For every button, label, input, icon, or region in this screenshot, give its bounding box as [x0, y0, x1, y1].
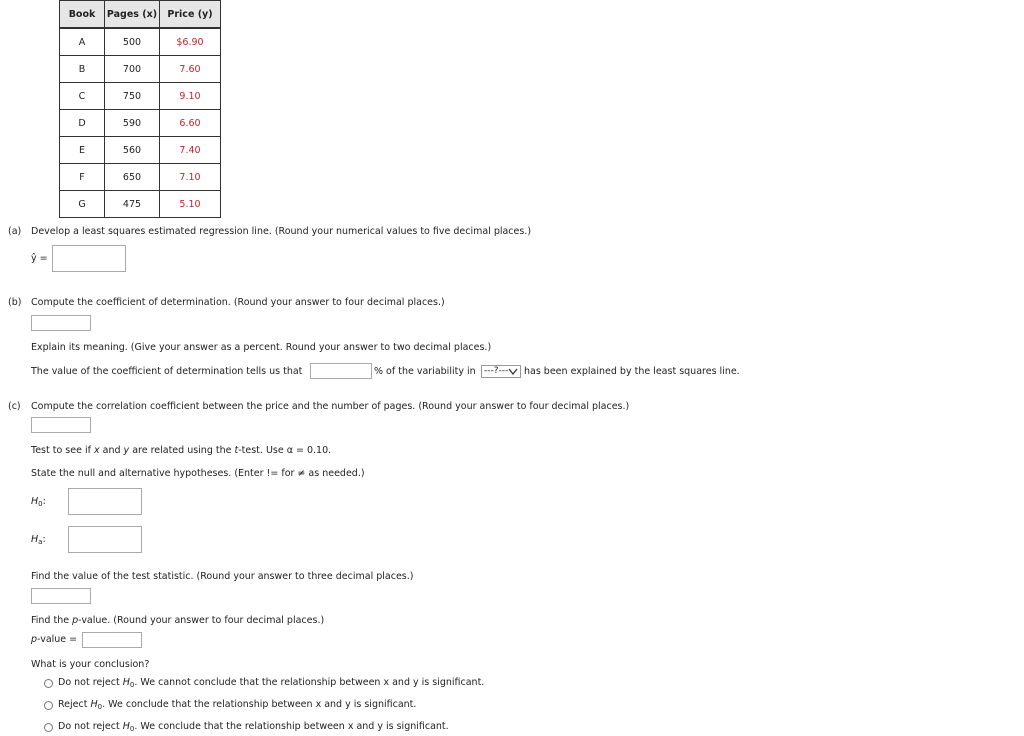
dropdown-value: ---?--- — [484, 366, 509, 376]
option-text: Do not reject — [58, 721, 120, 732]
table-row — [60, 28, 221, 56]
pages-cell: 500 — [105, 28, 160, 56]
table-row — [60, 110, 221, 137]
part-a-label: (a) — [8, 226, 22, 237]
data-table — [59, 0, 221, 218]
p-value-label-text: -value = — [37, 634, 78, 645]
table-row — [60, 56, 221, 83]
p-symbol: p — [72, 615, 79, 626]
h-subscript: 0 — [129, 725, 135, 733]
book-cell: A — [60, 28, 105, 56]
book-cell: G — [60, 191, 105, 218]
option-text: . We conclude that the relationship between x and y is significant. — [134, 721, 449, 732]
pages-cell: 475 — [105, 191, 160, 218]
chevron-down-icon — [508, 367, 518, 380]
book-cell: E — [60, 137, 105, 164]
p-value-input[interactable] — [82, 632, 142, 648]
price-cell: 7.60 — [160, 56, 221, 83]
h-symbol: H — [122, 721, 130, 732]
x-variable: x — [93, 445, 100, 456]
pages-cell: 560 — [105, 137, 160, 164]
h-subscript: 0 — [38, 500, 43, 508]
conclusion-option[interactable] — [58, 677, 484, 689]
table-row — [60, 83, 221, 110]
variability-dropdown[interactable] — [481, 365, 521, 378]
percent-input[interactable] — [310, 363, 372, 379]
null-hypothesis-label: $H_0$: — [31, 496, 46, 508]
p-value-text: Find the — [31, 615, 70, 626]
table-header-row — [60, 1, 221, 29]
book-cell: B — [60, 56, 105, 83]
pages-cell: 590 — [105, 110, 160, 137]
t-test-instruction — [31, 445, 331, 456]
test-statistic-instruction: Find the value of the test statistic. (Round your answer to three decimal places.) — [31, 571, 414, 582]
part-c-question: Compute the correlation coefficient between the price and the number of pages. (Round your answer to four decimal places.) — [31, 401, 630, 412]
y-variable: y — [123, 445, 130, 456]
alternative-hypothesis-input[interactable] — [68, 526, 142, 553]
t-test-text: Test to see if — [31, 445, 91, 456]
h-symbol: H — [31, 496, 39, 507]
p-value-instruction — [31, 615, 324, 626]
price-cell: 7.10 — [160, 164, 221, 191]
p-value-text: -value. (Round your answer to four decimal places.) — [78, 615, 325, 626]
conclusion-option[interactable] — [58, 699, 416, 711]
p-value-label — [31, 634, 77, 645]
option-text: Reject — [58, 699, 88, 710]
correlation-coefficient-input[interactable] — [31, 417, 91, 433]
determination-sentence-end: has been explained by the least squares line. — [524, 366, 740, 377]
determination-sentence-mid: % of the variability in — [374, 366, 476, 377]
pages-cell: 700 — [105, 56, 160, 83]
test-statistic-input[interactable] — [31, 588, 91, 604]
conclusion-option[interactable] — [58, 721, 449, 733]
conclusion-radio[interactable] — [44, 679, 53, 688]
price-cell: $6.90 — [160, 28, 221, 56]
null-hypothesis-input[interactable] — [68, 488, 142, 515]
part-b-question: Compute the coefficient of determination. (Round your answer to four decimal places.) — [31, 297, 445, 308]
column-header-book: Book — [60, 1, 105, 29]
t-test-text: and — [102, 445, 121, 456]
price-cell: 7.40 — [160, 137, 221, 164]
h-symbol: H — [31, 534, 39, 545]
conclusion-question: What is your conclusion? — [31, 659, 150, 670]
option-text: . We cannot conclude that the relationship between x and y is significant. — [134, 677, 485, 688]
hypotheses-instruction: State the null and alternative hypotheses. (Enter != for ≠ as needed.) — [31, 468, 365, 479]
price-cell: 5.10 — [160, 191, 221, 218]
price-cell: 9.10 — [160, 83, 221, 110]
table-row — [60, 164, 221, 191]
book-cell: D — [60, 110, 105, 137]
h-symbol: H — [122, 677, 130, 688]
h-subscript: 0 — [97, 703, 103, 711]
column-header-pages: Pages (x) — [105, 1, 160, 29]
table-row — [60, 137, 221, 164]
option-text: . We conclude that the relationship between x and y is significant. — [102, 699, 417, 710]
h-subscript: a — [38, 538, 43, 546]
part-c-label: (c) — [8, 401, 21, 412]
coefficient-of-determination-input[interactable] — [31, 315, 91, 331]
table-row — [60, 191, 221, 218]
t-variable: t — [234, 445, 239, 456]
alternative-hypothesis-label: $H_a$: — [31, 534, 46, 546]
h-subscript: 0 — [129, 681, 135, 689]
part-b-label: (b) — [8, 297, 22, 308]
h-symbol: H — [90, 699, 98, 710]
conclusion-radio[interactable] — [44, 723, 53, 732]
explain-instruction: Explain its meaning. (Give your answer as a percent. Round your answer to two decimal places.) — [31, 342, 492, 353]
book-cell: F — [60, 164, 105, 191]
price-cell: 6.60 — [160, 110, 221, 137]
t-test-text: -test. Use α = 0.10. — [238, 445, 332, 456]
part-a-question: Develop a least squares estimated regression line. (Round your numerical values to five decimal places.) — [31, 226, 532, 237]
book-cell: C — [60, 83, 105, 110]
t-test-text: are related using the — [132, 445, 232, 456]
column-header-price: Price (y) — [160, 1, 221, 29]
determination-sentence-start: The value of the coefficient of determination tells us that — [31, 366, 303, 377]
yhat-label: ŷ = — [31, 253, 48, 264]
conclusion-radio[interactable] — [44, 701, 53, 710]
pages-cell: 750 — [105, 83, 160, 110]
p-symbol: p — [31, 634, 38, 645]
pages-cell: 650 — [105, 164, 160, 191]
option-text: Do not reject — [58, 677, 120, 688]
regression-line-input[interactable] — [52, 245, 126, 272]
